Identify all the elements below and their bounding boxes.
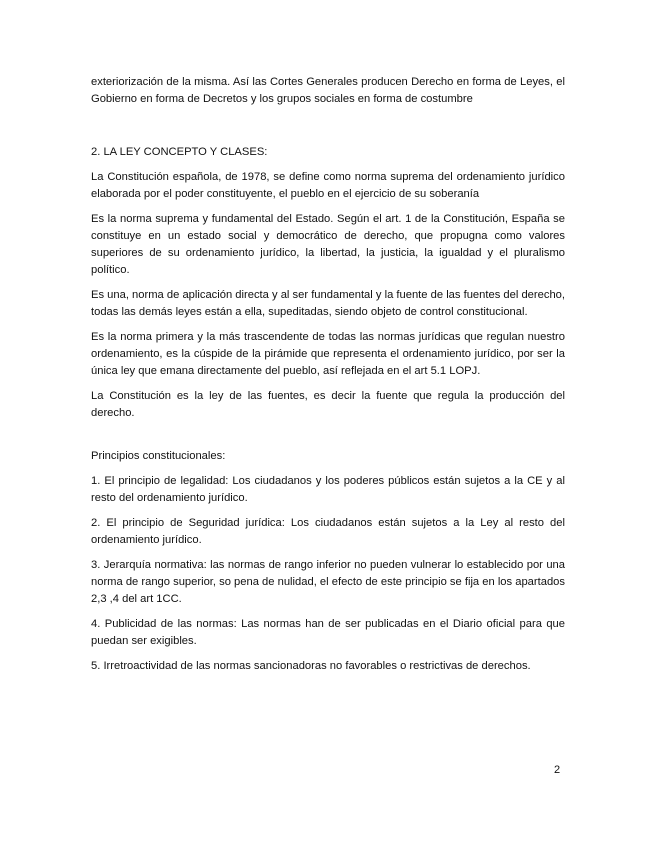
principle-publicity: 4. Publicidad de las normas: Las normas han de ser publicadas en el Diario oficial para que puedan ser exigibles. [91,618,565,647]
principle-legality: 1. El principio de legalidad: Los ciudadanos y los poderes públicos están sujetos a la CE y al resto del ordenamiento jurídico. [91,475,565,504]
paragraph-constitution-definition: La Constitución española, de 1978, se define como norma suprema del ordenamiento jurídico elaborada por el poder constituyente, el pueblo en el ejercicio de su soberanía [91,171,565,200]
paragraph-primary-norm: Es la norma primera y la más trascendente de todas las normas jurídicas que regulan nuestro ordenamiento, es la cúspide de la pirámide que representa el ordenamiento jurídico, por ser la única ley que emana directamente del pueblo, así reflejada en el art 5.1 LOPJ. [91,331,565,377]
principle-irretroactivity: 5. Irretroactividad de las normas sancionadoras no favorables o restrictivas de derechos. [91,660,531,672]
paragraph-source-of-law: La Constitución es la ley de las fuentes, es decir la fuente que regula la producción del derecho. [91,390,565,419]
document-page [91,74,565,683]
page-number: 2 [554,764,561,776]
section-heading: 2. LA LEY CONCEPTO Y CLASES: [91,146,268,158]
principles-title: Principios constitucionales: [91,450,226,462]
principle-legal-security: 2. El principio de Seguridad jurídica: Los ciudadanos están sujetos a la Ley al resto del ordenamiento jurídico. [91,517,565,546]
principle-normative-hierarchy: 3. Jerarquía normativa: las normas de rango inferior no pueden vulnerar lo establecido por una norma de rango superior, so pena de nulidad, el efecto de este principio se fija en los apartados 2,3 ,4 del art 1CC. [91,559,565,605]
paragraph-supreme-norm: Es la norma suprema y fundamental del Estado. Según el art. 1 de la Constitución, España se constituye en un estado social y democrático de derecho, que propugna como valores superiores de su ordenamiento jurídico, la libertad, la justicia, la igualdad y el pluralismo político. [91,213,565,276]
intro-paragraph: exteriorización de la misma. Así las Cortes Generales producen Derecho en forma de Leyes, el Gobierno en forma de Decretos y los grupos sociales en forma de costumbre [91,76,565,105]
paragraph-direct-application: Es una, norma de aplicación directa y al ser fundamental y la fuente de las fuentes del derecho, todas las demás leyes están a ella, supeditadas, siendo objeto de control constitucional. [91,289,565,318]
